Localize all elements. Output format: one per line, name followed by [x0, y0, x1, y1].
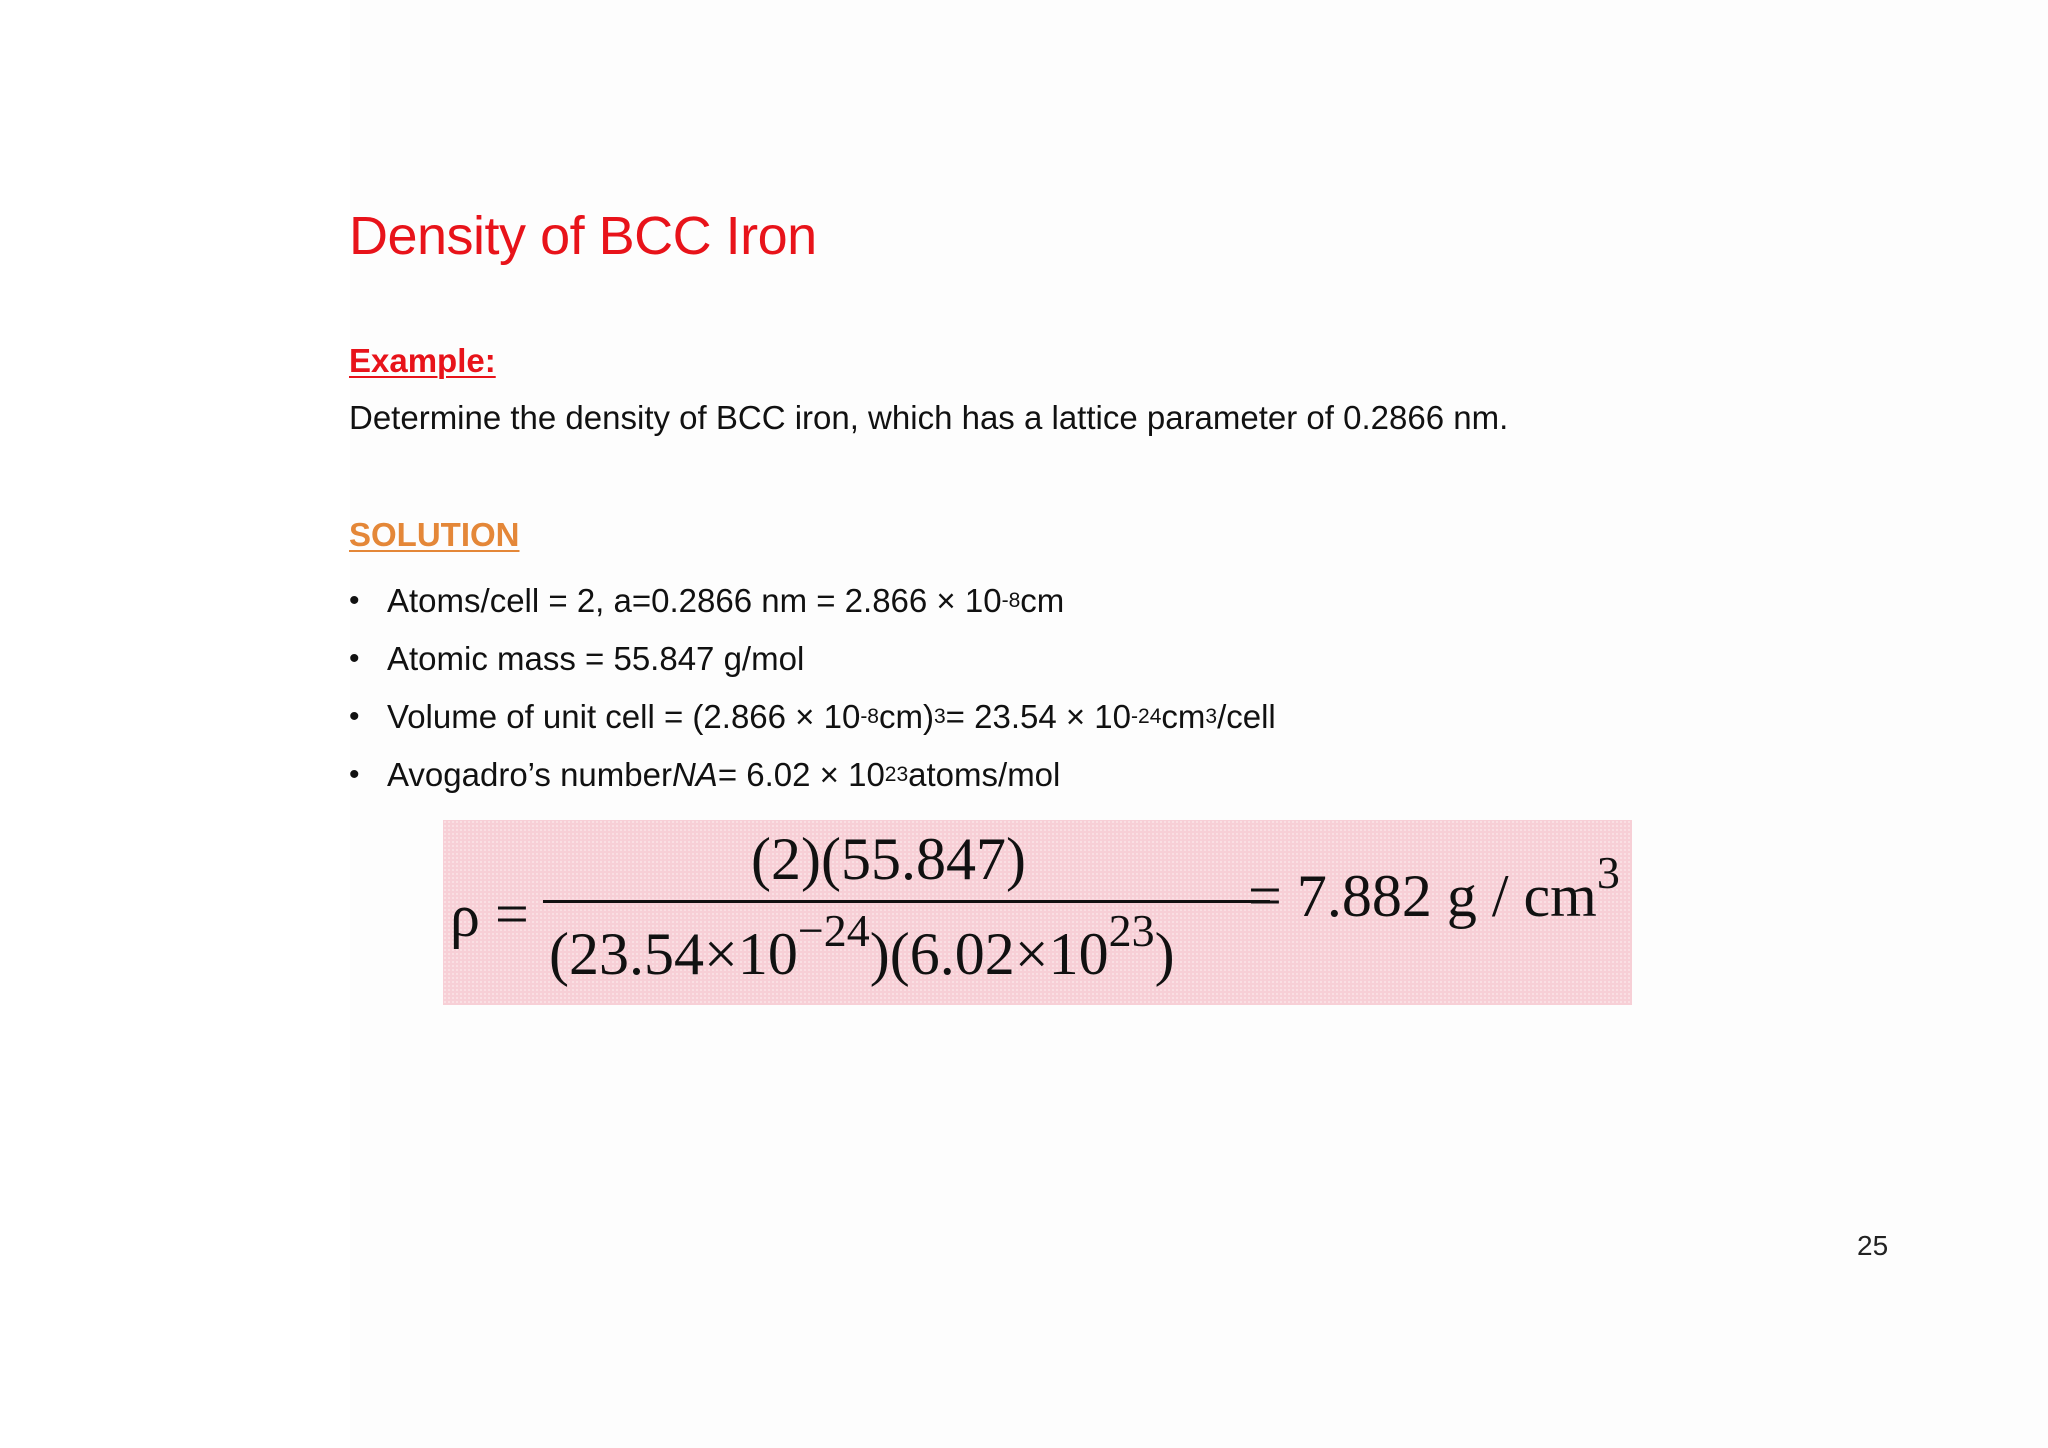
result-exponent: 3 [1596, 847, 1620, 898]
bullet-marker-icon: • [349, 758, 360, 791]
bullet-text: cm [1020, 582, 1065, 619]
bullet-text: Avogadro’s number [387, 756, 672, 793]
fraction-bar [543, 900, 1270, 903]
bullet-atomic-mass [349, 630, 1276, 688]
formula-equals-sign: = [495, 881, 529, 947]
denominator-exponent: 23 [1108, 905, 1155, 956]
bullet-text: Atoms/cell = 2, a=0.2866 nm = 2.866 × 10 [387, 582, 1002, 619]
bullet-marker-icon: • [349, 700, 360, 733]
slide-title: Density of BCC Iron [349, 206, 817, 266]
bullet-italic-symbol: NA [671, 756, 718, 793]
denominator-exponent: −24 [797, 905, 870, 956]
solution-label: SOLUTION [349, 516, 520, 553]
denominator-part: (23.54×10 [549, 921, 798, 987]
bullet-text: Atomic mass = 55.847 g/mol [387, 640, 805, 677]
bullet-atoms-per-cell: • Atoms/cell = 2, a=0.2866 nm = 2.866 × 10 -8 cm [349, 582, 1065, 619]
density-formula-box [443, 820, 1632, 1005]
bullet-text: /cell [1217, 698, 1276, 735]
bullet-text: cm) [879, 698, 934, 735]
page-number: 25 [1857, 1230, 1889, 1261]
solution-bullet-list [349, 572, 1276, 804]
bullet-text: = 23.54 × 10 [945, 698, 1132, 735]
bullet-unit-cell-volume: • Volume of unit cell = (2.866 × 10 -8 cm) 3 = 23.54 × 10 -24 cm 3 /cell [349, 698, 1276, 735]
bullet-avogadro-number: • Avogadro’s number NA = 6.02 × 10 23 atoms/mol [349, 756, 1061, 793]
bullet-text: = 6.02 × 10 [717, 756, 885, 793]
bullet-text: atoms/mol [908, 756, 1061, 793]
formula-result [1248, 847, 1620, 931]
formula-denominator [549, 905, 1175, 989]
bullet-text: cm [1161, 698, 1206, 735]
denominator-part: ) [1154, 921, 1175, 987]
bullet-text: Volume of unit cell = (2.866 × 10 [387, 698, 861, 735]
example-label: Example: [349, 342, 496, 379]
bullet-marker-icon: • [349, 584, 360, 617]
problem-statement: Determine the density of BCC iron, which has a lattice parameter of 0.2866 nm. [349, 399, 1509, 436]
result-value: = 7.882 g / cm [1248, 863, 1597, 929]
denominator-part: )(6.02×10 [869, 921, 1109, 987]
density-formula [443, 820, 1632, 1005]
bullet-marker-icon: • [349, 642, 360, 675]
formula-density-symbol: ρ [450, 883, 480, 949]
formula-numerator: (2)(55.847) [751, 826, 1026, 892]
